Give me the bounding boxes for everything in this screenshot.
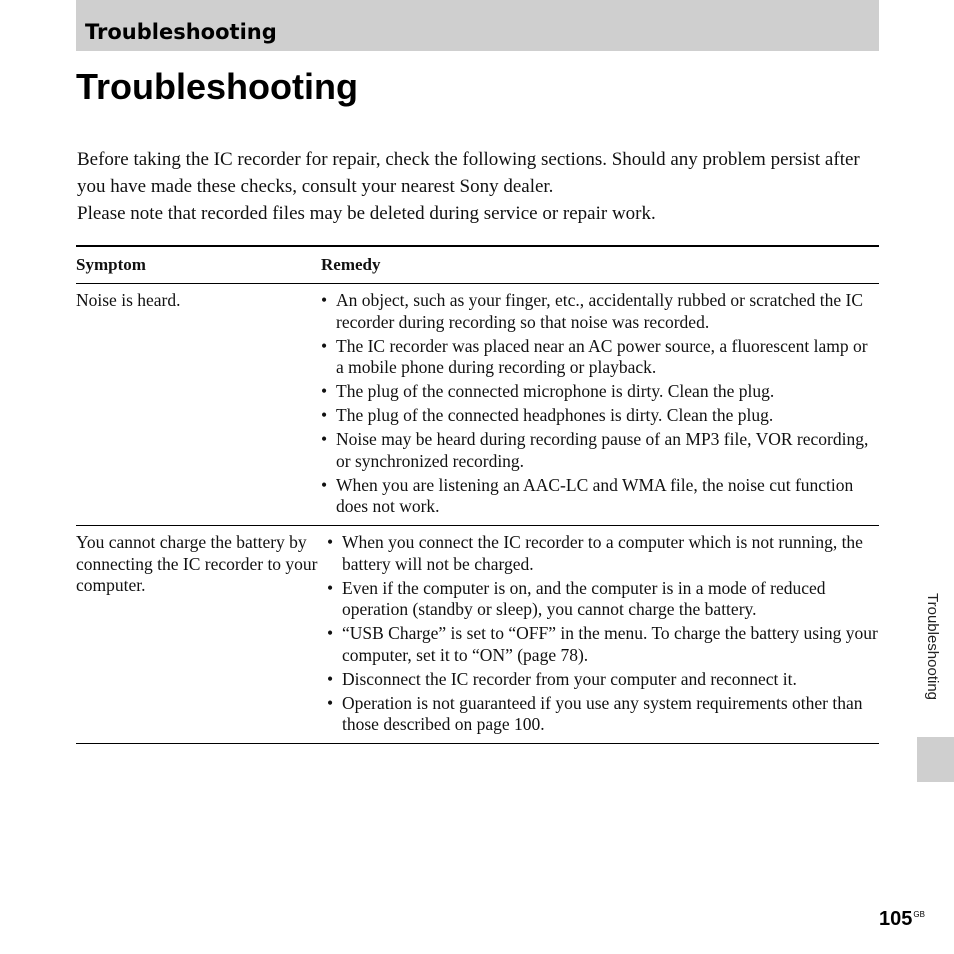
intro-paragraph: Before taking the IC recorder for repair, check the following sections. Should any problem persist after you have made these checks, consult your nearest Sony dealer. [77,149,860,197]
remedy-item: • Disconnect the IC recorder from your computer and reconnect it. [327,669,879,691]
symptom-column-header: Symptom [76,255,146,274]
side-tab-label: Troubleshooting [924,593,941,701]
remedy-item: • Even if the computer is on, and the computer is in a mode of reduced operation (standby or sleep), you cannot charge the battery. [327,578,879,621]
remedy-item: • The IC recorder was placed near an AC power source, a fluorescent lamp or a mobile phone during recording or playback. [321,336,879,379]
remedy-list [327,526,879,743]
section-header-title: Troubleshooting [85,20,277,44]
remedy-item: • Operation is not guaranteed if you use any system requirements other than those described on page 100. [327,693,879,736]
remedy-item: • An object, such as your finger, etc., accidentally rubbed or scratched the IC recorder during recording so that noise was recorded. [321,290,879,333]
page-number-value: 105 [879,908,913,930]
remedy-item: • The plug of the connected microphone is dirty. Clean the plug. [321,381,879,403]
symptom-cell: You cannot charge the battery by connecting the IC recorder to your computer. [76,532,318,595]
intro-text [77,146,877,227]
table-row [76,526,879,744]
page-number [879,908,925,931]
page-title: Troubleshooting [76,66,358,107]
troubleshooting-table [76,245,879,744]
section-header-band [76,0,879,51]
remedy-item: • When you are listening an AAC-LC and WMA file, the noise cut function does not work. [321,475,879,518]
remedy-cell [327,526,879,743]
remedy-item: • “USB Charge” is set to “OFF” in the menu. To charge the battery using your computer, set it to “ON” (page 78). [327,623,879,666]
table-header-row [76,247,879,284]
remedy-list [321,284,879,525]
remedy-item: • Noise may be heard during recording pause of an MP3 file, VOR recording, or synchronized recording. [321,429,879,472]
side-tab-marker [917,737,954,782]
page-region-code: GB [913,910,925,920]
remedy-cell [321,284,879,525]
remedy-column-header: Remedy [321,255,381,274]
remedy-item: • When you connect the IC recorder to a computer which is not running, the battery will not be charged. [327,532,879,575]
table-row [76,284,879,526]
intro-paragraph: Please note that recorded files may be deleted during service or repair work. [77,203,656,224]
symptom-cell: Noise is heard. [76,290,181,310]
remedy-item: • The plug of the connected headphones is dirty. Clean the plug. [321,405,879,427]
